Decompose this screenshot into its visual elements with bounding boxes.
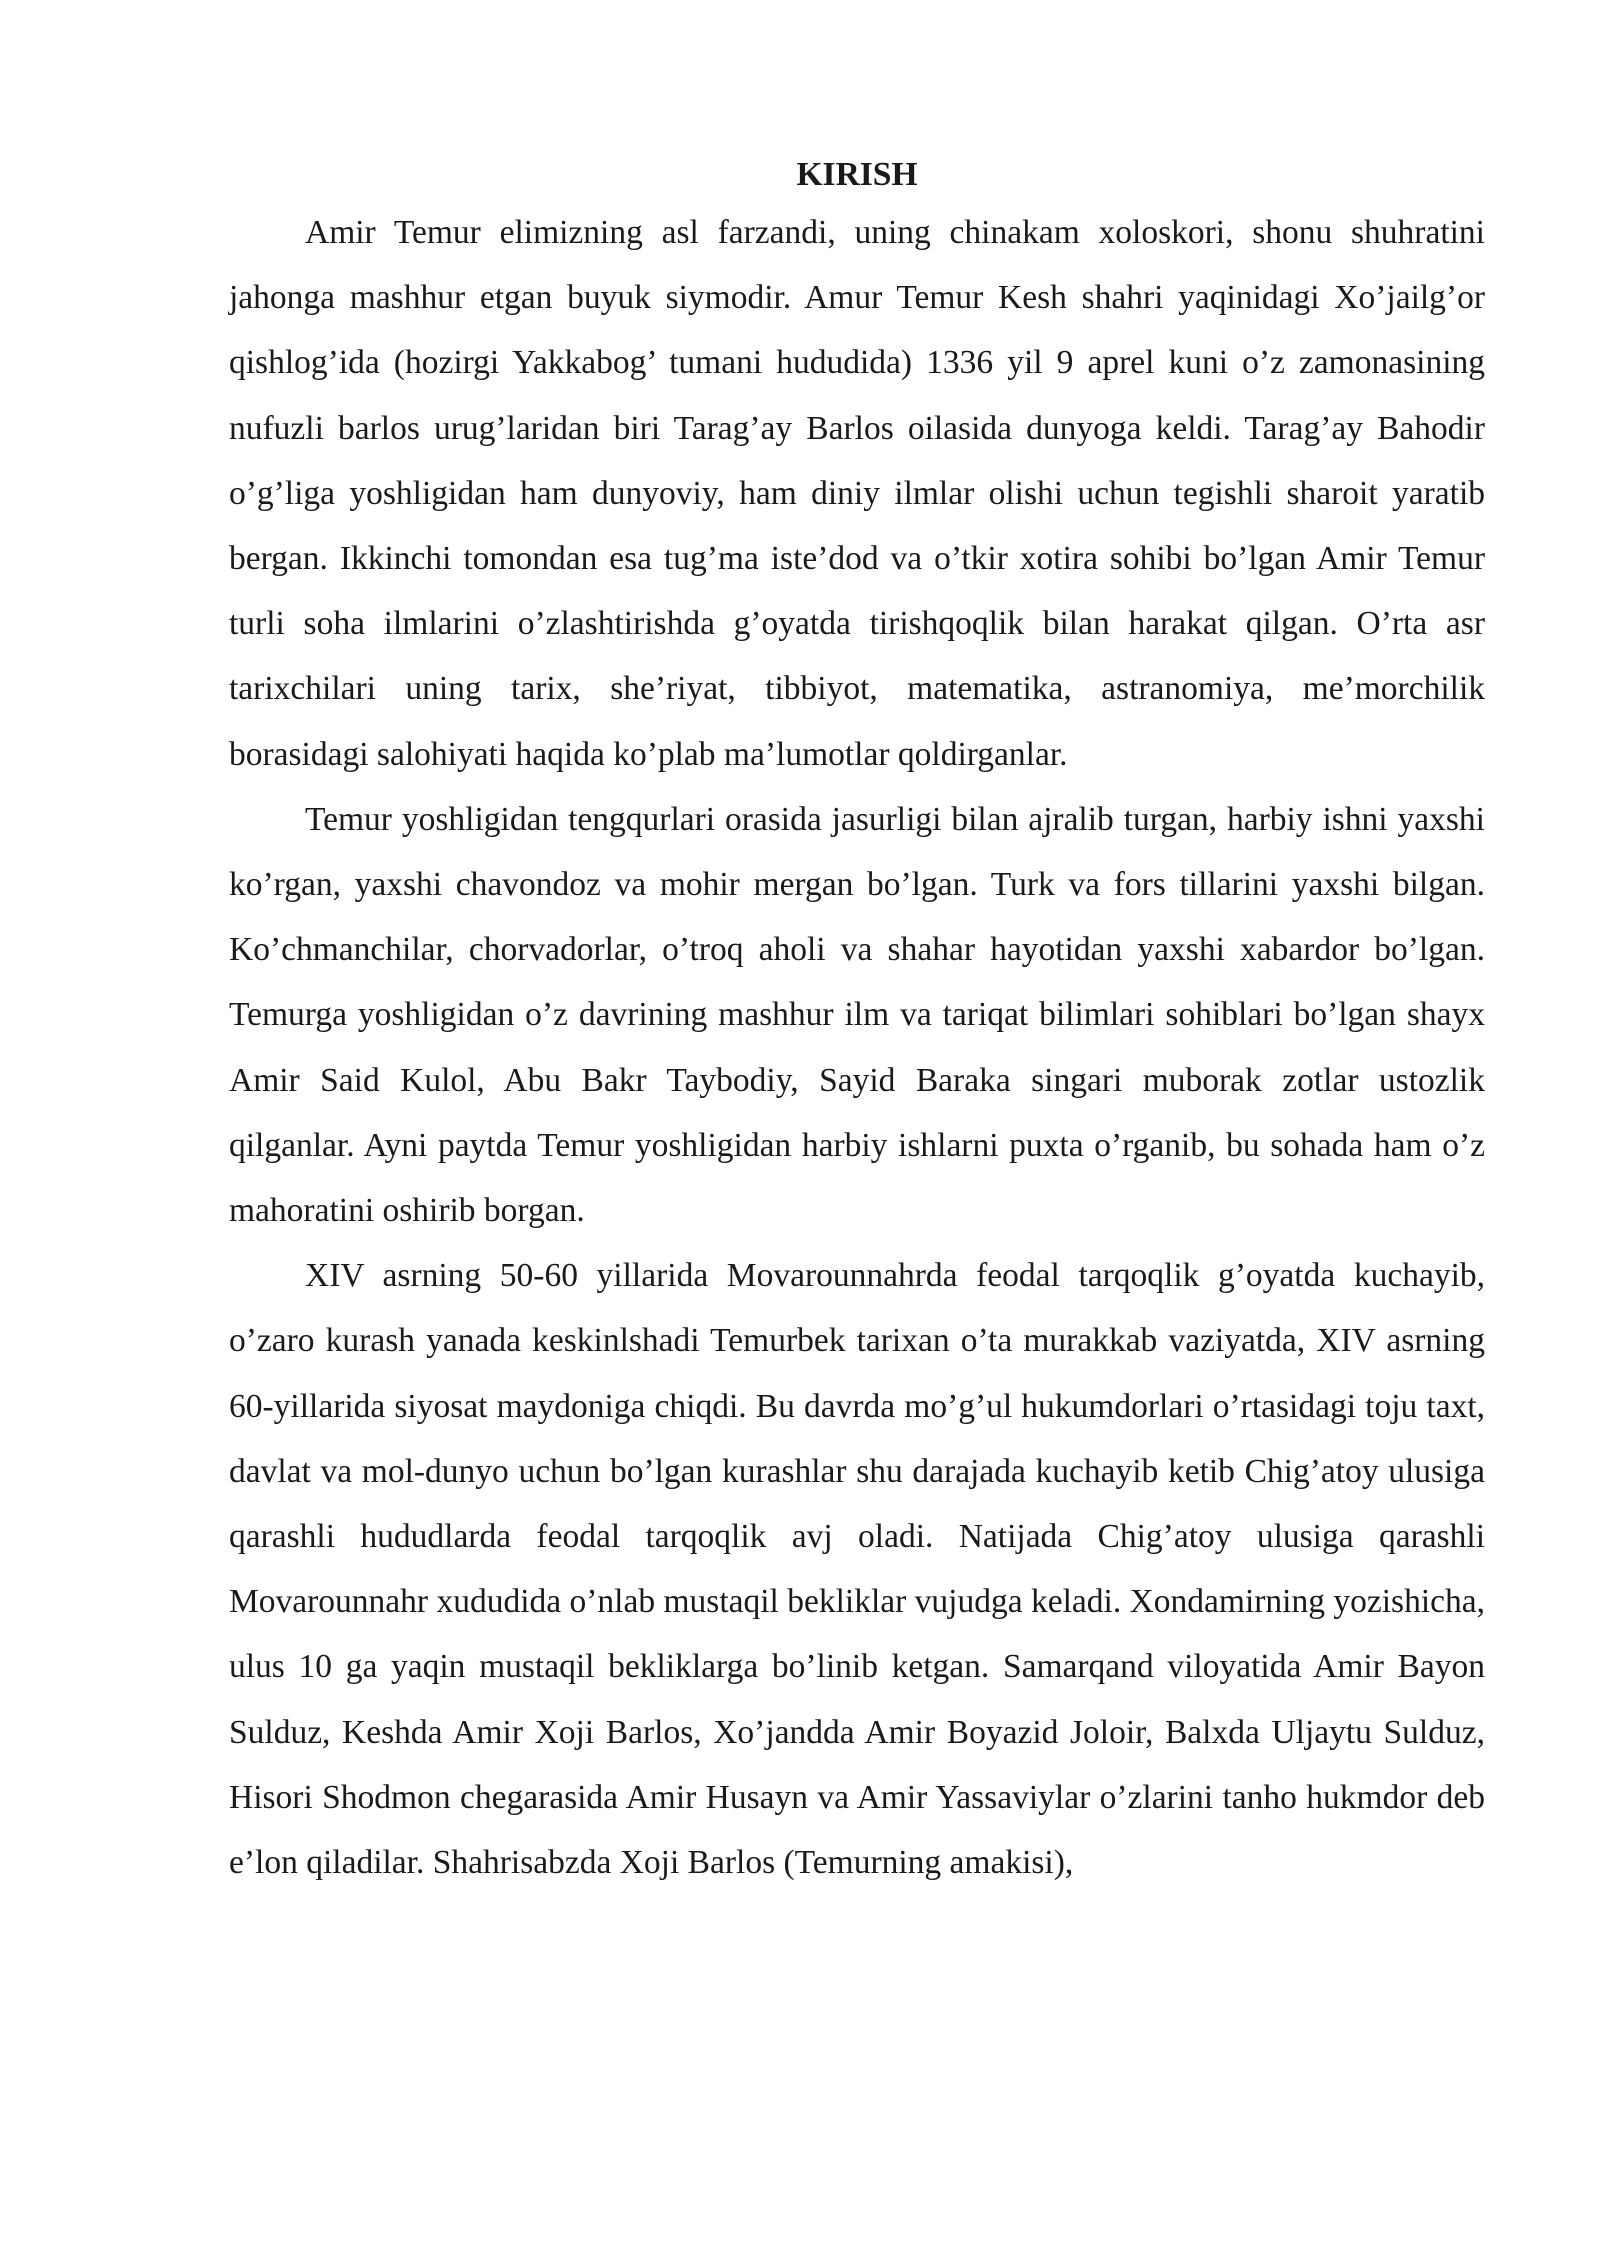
document-body (229, 150, 1485, 1895)
section-title: KIRISH (796, 156, 918, 193)
paragraph: Temur yoshligidan tengqurlari orasida jasurligi bilan ajralib turgan, harbiy ishni yaxshi ko’rgan, yaxshi chavondoz va mohir mergan bo’lgan. Turk va fors tillarini yaxshi bilgan. Ko’chmanchilar, chorvadorlar, o’troq aholi va shahar hayotidan yaxshi xabardor bo’lgan. Temurga yoshligidan o’z davrining mashhur ilm va tariqat bilimlari sohiblari bo’lgan shayx Amir Said Kulol, Abu Bakr Taybodiy, Sayid Baraka singari muborak zotlar ustozlik qilganlar. Ayni paytda Temur yoshligidan harbiy ishlarni puxta o’rganib, bu sohada ham o’z mahoratini oshirib borgan. (229, 800, 1485, 1230)
paragraph: Amir Temur elimizning asl farzandi, uning chinakam xoloskori, shonu shuhratini jahonga mashhur etgan buyuk siymodir. Amur Temur Kesh shahri yaqinidagi Xo’jailg’or qishlog’ida (hozirgi Yakkabog’ tumani hududida) 1336 yil 9 aprel kuni o’z zamonasining nufuzli barlos urug’laridan biri Tarag’ay Barlos oilasida dunyoga keldi. Tarag’ay Bahodir o’g’liga yoshligidan ham dunyoviy, ham diniy ilmlar olishi uchun tegishli sharoit yaratib bergan. Ikkinchi tomondan esa tug’ma iste’dod va o’tkir xotira sohibi bo’lgan Amir Temur turli soha ilmlarini o’zlashtirishda g’oyatda tirishqoqlik bilan harakat qilgan. O’rta asr tarixchilari uning tarix, she’riyat, tibbiyot, matematika, astranomiya, me’morchilik borasidagi salohiyati haqida ko’plab ma’lumotlar qoldirganlar. (229, 214, 1485, 773)
paragraph: XIV asrning 50-60 yillarida Movarounnahrda feodal tarqoqlik g’oyatda kuchayib, o’zaro kurash yanada keskinlshadi Temurbek tarixan o’ta murakkab vaziyatda, XIV asrning 60-yillarida siyosat maydoniga chiqdi. Bu davrda mo’g’ul hukumdorlari o’rtasidagi toju taxt, davlat va mol-dunyo uchun bo’lgan kurashlar shu darajada kuchayib ketib Chig’atoy ulusiga qarashli hududlarda feodal tarqoqlik avj oladi. Natijada Chig’atoy ulusiga qarashli Movarounnahr xududida o’nlab mustaqil bekliklar vujudga keladi. Xondamirning yozishicha, ulus 10 ga yaqin mustaqil bekliklarga bo’linib ketgan. Samarqand viloyatida Amir Bayon Sulduz, Keshda Amir Xoji Barlos, Xo’jandda Amir Boyazid Joloir, Balxda Uljaytu Sulduz, Hisori Shodmon chegarasida Amir Husayn va Amir Yassaviylar o’zlarini tanho hukmdor deb e’lon qiladilar. Shahrisabzda Xoji Barlos (Temurning amakisi), (229, 1257, 1485, 1882)
